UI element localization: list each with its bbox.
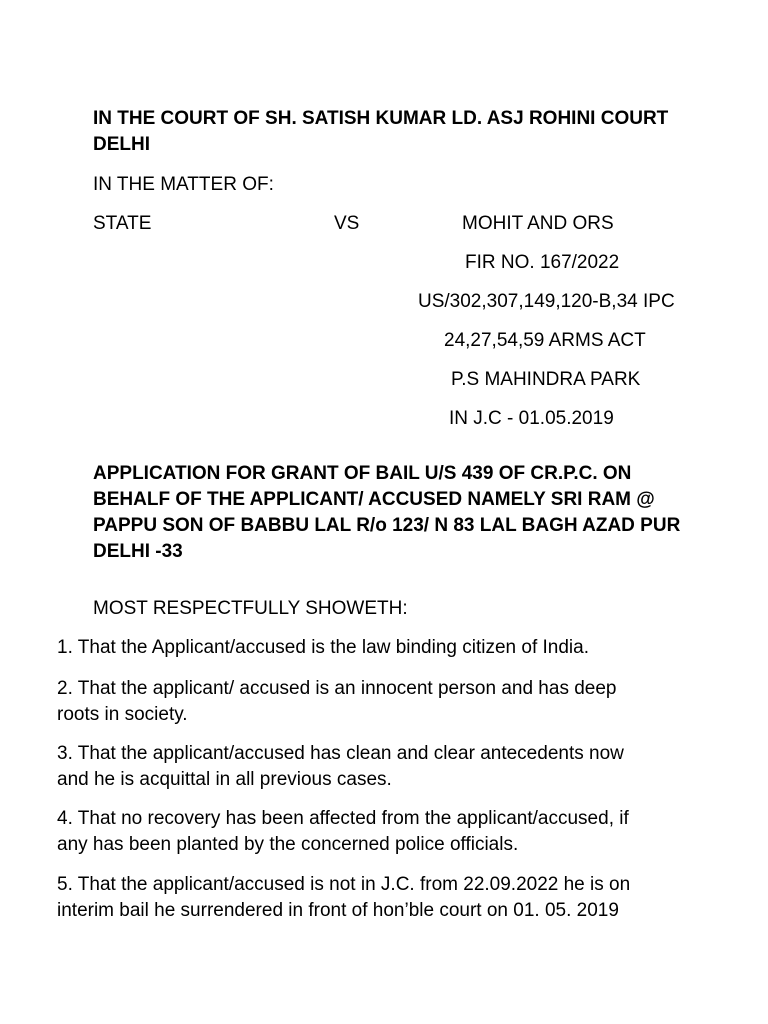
application-title-line-4: DELHI -33 (93, 541, 183, 562)
point-5-line-1: 5. That the applicant/accused is not in J.C. from 22.09.2022 he is on (57, 874, 631, 895)
point-3-line-2: and he is acquittal in all previous cases. (57, 769, 392, 790)
petitioner-name: STATE (93, 213, 152, 234)
application-title-line-1: APPLICATION FOR GRANT OF BAIL U/S 439 OF CR.P.C. ON (93, 463, 632, 484)
matter-of-label: IN THE MATTER OF: (93, 174, 274, 195)
point-4-line-1: 4. That no recovery has been affected from the applicant/accused, if (57, 808, 629, 829)
point-2-line-2: roots in society. (57, 704, 188, 725)
arms-act-sections: 24,27,54,59 ARMS ACT (444, 330, 646, 351)
point-5-line-2: interim bail he surrendered in front of hon’ble court on 01. 05. 2019 (57, 900, 619, 921)
point-1-line-1: 1. That the Applicant/accused is the law binding citizen of India. (57, 637, 589, 658)
police-station: P.S MAHINDRA PARK (451, 369, 641, 390)
respondent-name: MOHIT AND ORS (462, 213, 614, 234)
versus-label: VS (334, 213, 360, 234)
point-4-line-2: any has been planted by the concerned police officials. (57, 834, 519, 855)
application-title-line-3: PAPPU SON OF BABBU LAL R/o 123/ N 83 LAL BAGH AZAD PUR (93, 515, 681, 536)
point-3-line-1: 3. That the applicant/accused has clean and clear antecedents now (57, 743, 624, 764)
court-heading-line-1: IN THE COURT OF SH. SATISH KUMAR LD. ASJ ROHINI COURT (93, 108, 669, 129)
showeth-heading: MOST RESPECTFULLY SHOWETH: (93, 598, 408, 619)
fir-number: FIR NO. 167/2022 (465, 252, 620, 273)
application-title-line-2: BEHALF OF THE APPLICANT/ ACCUSED NAMELY SRI RAM @ (93, 489, 655, 510)
court-heading-line-2: DELHI (93, 134, 150, 155)
ipc-sections: US/302,307,149,120-B,34 IPC (418, 291, 675, 312)
point-2-line-1: 2. That the applicant/ accused is an innocent person and has deep (57, 678, 617, 699)
custody-date: IN J.C - 01.05.2019 (449, 408, 614, 429)
